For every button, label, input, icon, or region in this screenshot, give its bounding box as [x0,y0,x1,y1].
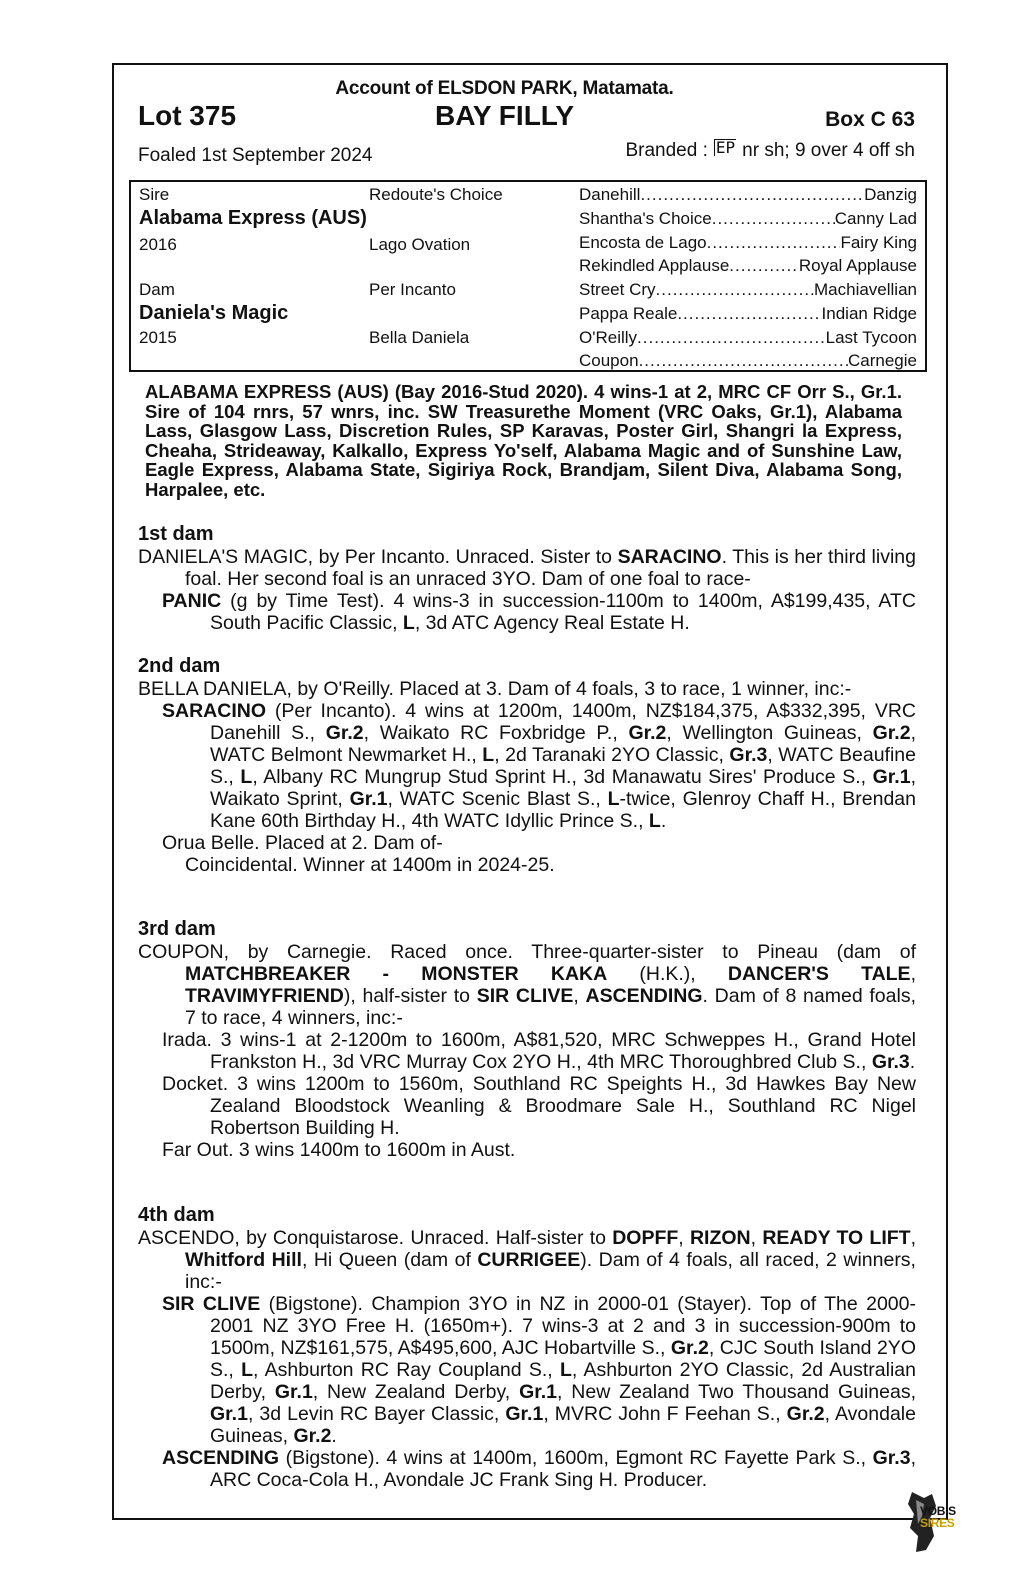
dam-label: Dam [139,280,175,299]
third-dam-foal-far-out: Far Out. 3 wins 1400m to 1600m in Aust. [162,1139,516,1161]
branded-detail: nr sh; 9 over 4 off sh [742,140,915,161]
dam-name: Daniela's Magic [139,302,289,324]
second-dam-foal-orua-belle: Orua Belle. Placed at 2. Dam of- [162,832,443,854]
sire-summary: ALABAMA EXPRESS (AUS) (Bay 2016-Stud 2020). 4 wins-1 at 2, MRC CF Orr S., Gr.1. Sire of 104 rnrs, 57 wnrs, inc. SW Treasurethe Moment (VRC Oaks, Gr.1), Alabama Lass, Glasgow Lass, Discretion Rules, SP Karavas, Poster Girl, Shangri la Express, Cheaha, Strideaway, Kalkallo, Express Yo'self, Alabama Magic and of Sunshine Law, Eagle Express, Alabama State, Sigiriya Rock, Brandjam, Silent Diva, Alabama Song, Harpalee, etc. [145,381,902,500]
brand-mark-icon: EP [715,137,736,157]
lot-number: Lot 375 [138,100,237,131]
branded-info [625,137,915,162]
box-number: Box C 63 [825,108,915,131]
fourth-dam-section [138,1227,916,1491]
horse-description: BAY FILLY [434,100,574,131]
sire-year: 2016 [139,235,177,254]
first-dam-foal: PANIC (g by Time Test). 4 wins-3 in succession-1100m to 1400m, A$199,435, ATC South Pacific Classic, L, 3d ATC Agency Real Estate H. [162,590,916,634]
second-dam-foal-saracino: SARACINO (Per Incanto). 4 wins at 1200m, 1400m, NZ$184,375, A$332,395, VRC Danehill S., Gr.2, Waikato RC Foxbridge P., Gr.2, Wellington Guineas, Gr.2, WATC Belmont Newmarket H., L, 2d Taranaki 2YO Classic, Gr.3, WATC Beaufine S., L, Albany RC Mungrup Stud Sprint H., 3d Manawatu Sires' Produce S., Gr.1, Waikato Sprint, Gr.1, WATC Scenic Blast S., L-twice, Glenroy Chaff H., Brendan Kane 60th Birthday H., 4th WATC Idyllic Prince S., L. [162,700,916,832]
pedigree-line: Rekindled Applause ..... Royal Applause [579,256,917,276]
vobis-sires-logo [902,1488,962,1558]
pedigree-line: O'Reilly ..... Last Tycoon [579,328,917,348]
pedigree-line: Pappa Reale ..... Indian Ridge [579,304,917,324]
second-dam-heading: 2nd dam [138,655,221,677]
third-dam-foal-docket: Docket. 3 wins 1200m to 1560m, Southland RC Speights H., 3d Hawkes Bay New Zealand Bloodstock Weanling & Broodmare Sale H., Southland RC Nigel Robertson Building H. [162,1073,916,1139]
second-dam-paragraph: BELLA DANIELA, by O'Reilly. Placed at 3. Dam of 4 foals, 3 to race, 1 winner, inc:- [138,678,852,700]
account-line: Account of ELSDON PARK, Matamata. [335,78,674,99]
first-dam-paragraph: DANIELA'S MAGIC, by Per Incanto. Unraced. Sister to SARACINO. This is her third living foal. Her second foal is an unraced 3YO. Dam of one foal to race- [138,546,916,590]
third-dam-paragraph: COUPON, by Carnegie. Raced once. Three-quarter-sister to Pineau (dam of MATCHBREAKER - MONSTER KAKA (H.K.), DANCER'S TALE, TRAVIMYFRIEND), half-sister to SIR CLIVE, ASCENDING. Dam of 8 named foals, 7 to race, 4 winners, inc:- [138,941,916,1029]
pedigree-line: Danehill ..... Danzig [579,185,917,205]
branded-label: Branded : [625,140,708,161]
third-dam-heading: 3rd dam [138,918,216,940]
sire-dam: Lago Ovation [369,235,471,254]
first-dam-heading: 1st dam [138,523,214,545]
dam-dam: Bella Daniela [369,328,470,347]
fourth-dam-foal-sir-clive: SIR CLIVE (Bigstone). Champion 3YO in NZ in 2000-01 (Stayer). Top of The 2000-2001 NZ 3YO Free H. (1650m+). 7 wins-3 at 2 and 3 in succession-900m to 1500m, NZ$161,575, A$495,600, AJC Hobartville S., Gr.2, CJC South Island 2YO S., L, Ashburton RC Ray Coupland S., L, Ashburton 2YO Classic, 2d Australian Derby, Gr.1, New Zealand Derby, Gr.1, New Zealand Two Thousand Guineas, Gr.1, 3d Levin RC Bayer Classic, Gr.1, MVRC John F Feehan S., Gr.2, Avondale Guineas, Gr.2. [162,1293,917,1447]
fourth-dam-foal-ascending: ASCENDING (Bigstone). 4 wins at 1400m, 1600m, Egmont RC Fayette Park S., Gr.3, ARC Coca-Cola H., Avondale JC Frank Sing H. Producer. [162,1447,916,1491]
sire-name: Alabama Express (AUS) [139,207,367,229]
second-dam-section [138,678,916,876]
third-dam-foal-irada: Irada. 3 wins-1 at 2-1200m to 1600m, A$81,520, MRC Schweppes H., Grand Hotel Frankston H., 3d VRC Murray Cox 2YO H., 4th MRC Thoroughbred Club S., Gr.3. [162,1029,916,1073]
second-dam-grandfoal: Coincidental. Winner at 1400m in 2024-25. [185,854,555,876]
sire-sire: Redoute's Choice [369,185,503,204]
first-dam-section [138,546,916,634]
fourth-dam-heading: 4th dam [138,1204,215,1226]
dam-sire: Per Incanto [369,280,456,299]
third-dam-section [138,941,916,1161]
pedigree-line: Coupon ..... Carnegie [579,351,917,371]
pedigree-line: Street Cry ..... Machiavellian [579,280,917,300]
dam-year: 2015 [139,328,177,347]
pedigree-line: Encosta de Lago ..... Fairy King [579,233,917,253]
foaled-date: Foaled 1st September 2024 [138,145,373,166]
sire-label: Sire [139,185,170,204]
pedigree-table [129,180,927,372]
pedigree-line: Shantha's Choice ..... Canny Lad [579,209,917,229]
logo-text: VOBIS SIRES [920,1504,956,1530]
fourth-dam-paragraph: ASCENDO, by Conquistarose. Unraced. Half-sister to DOPFF, RIZON, READY TO LIFT, Whitford Hill, Hi Queen (dam of CURRIGEE). Dam of 4 foals, all raced, 2 winners, inc:- [138,1227,917,1293]
